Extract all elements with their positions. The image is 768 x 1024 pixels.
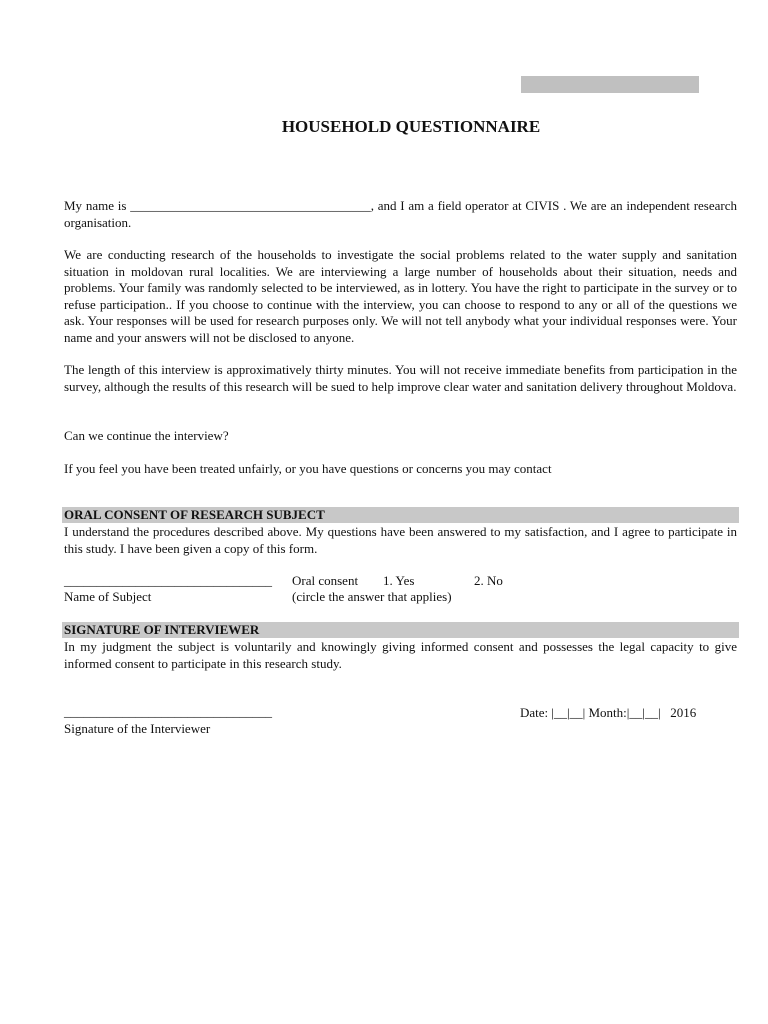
oral-consent-label: Oral consent [292,573,359,588]
consent-option-yes: 1. Yes [383,573,415,588]
questionnaire-code-box [521,76,699,93]
circle-note: (circle the answer that applies) [292,589,452,604]
oral-consent-heading: ORAL CONSENT OF RESEARCH SUBJECT [62,507,739,523]
intro-name-paragraph: My name is _____________________________________, and I am a field operator at CIVIS . We are an independent research organisation. [64,198,737,230]
intro-length-paragraph: The length of this interview is approximatively thirty minutes. You will not receive immediate benefits from participation in the survey, although the results of this research will be sued to help improve clear water and sanitation delivery throughout Moldova. [64,362,737,394]
document-title: HOUSEHOLD QUESTIONNAIRE [281,117,541,136]
subject-name-label: Name of Subject [64,589,152,604]
oral-consent-text: I understand the procedures described above. My questions have been answered to my satisfaction, and I agree to participate in this study. I have been given a copy of this form. [64,524,737,556]
interviewer-heading: SIGNATURE OF INTERVIEWER [62,622,739,638]
consent-option-no: 2. No [474,573,503,588]
interviewer-text: In my judgment the subject is voluntarily and knowingly giving informed consent and possesses the legal capacity to give informed consent to participate in this research study. [64,639,737,671]
subject-name-blank: ________________________________ [64,573,272,588]
date-line: Date: |__|__| Month:|__|__| 2016 [520,705,697,720]
continue-question: Can we continue the interview? [64,428,229,443]
interviewer-signature-label: Signature of the Interviewer [64,721,211,736]
interviewer-signature-blank: ________________________________ [64,704,272,719]
intro-research-paragraph: We are conducting research of the households to investigate the social problems related to the water supply and sanitation situation in moldovan rural localities. We are interviewing a large number of households about their situation, needs and problems. Your family was randomly selected to be interviewed, as in lottery. You have the right to participate in the survey or to refuse participation.. If you choose to continue with the interview, you can choose to respond to any or all of the questions we ask. Your responses will be used for research purposes only. We will not tell anybody what your individual responses were. Your name and your answers will not be disclosed to anyone. [64,247,737,345]
contact-paragraph: If you feel you have been treated unfairly, or you have questions or concerns you may contact [64,461,552,476]
